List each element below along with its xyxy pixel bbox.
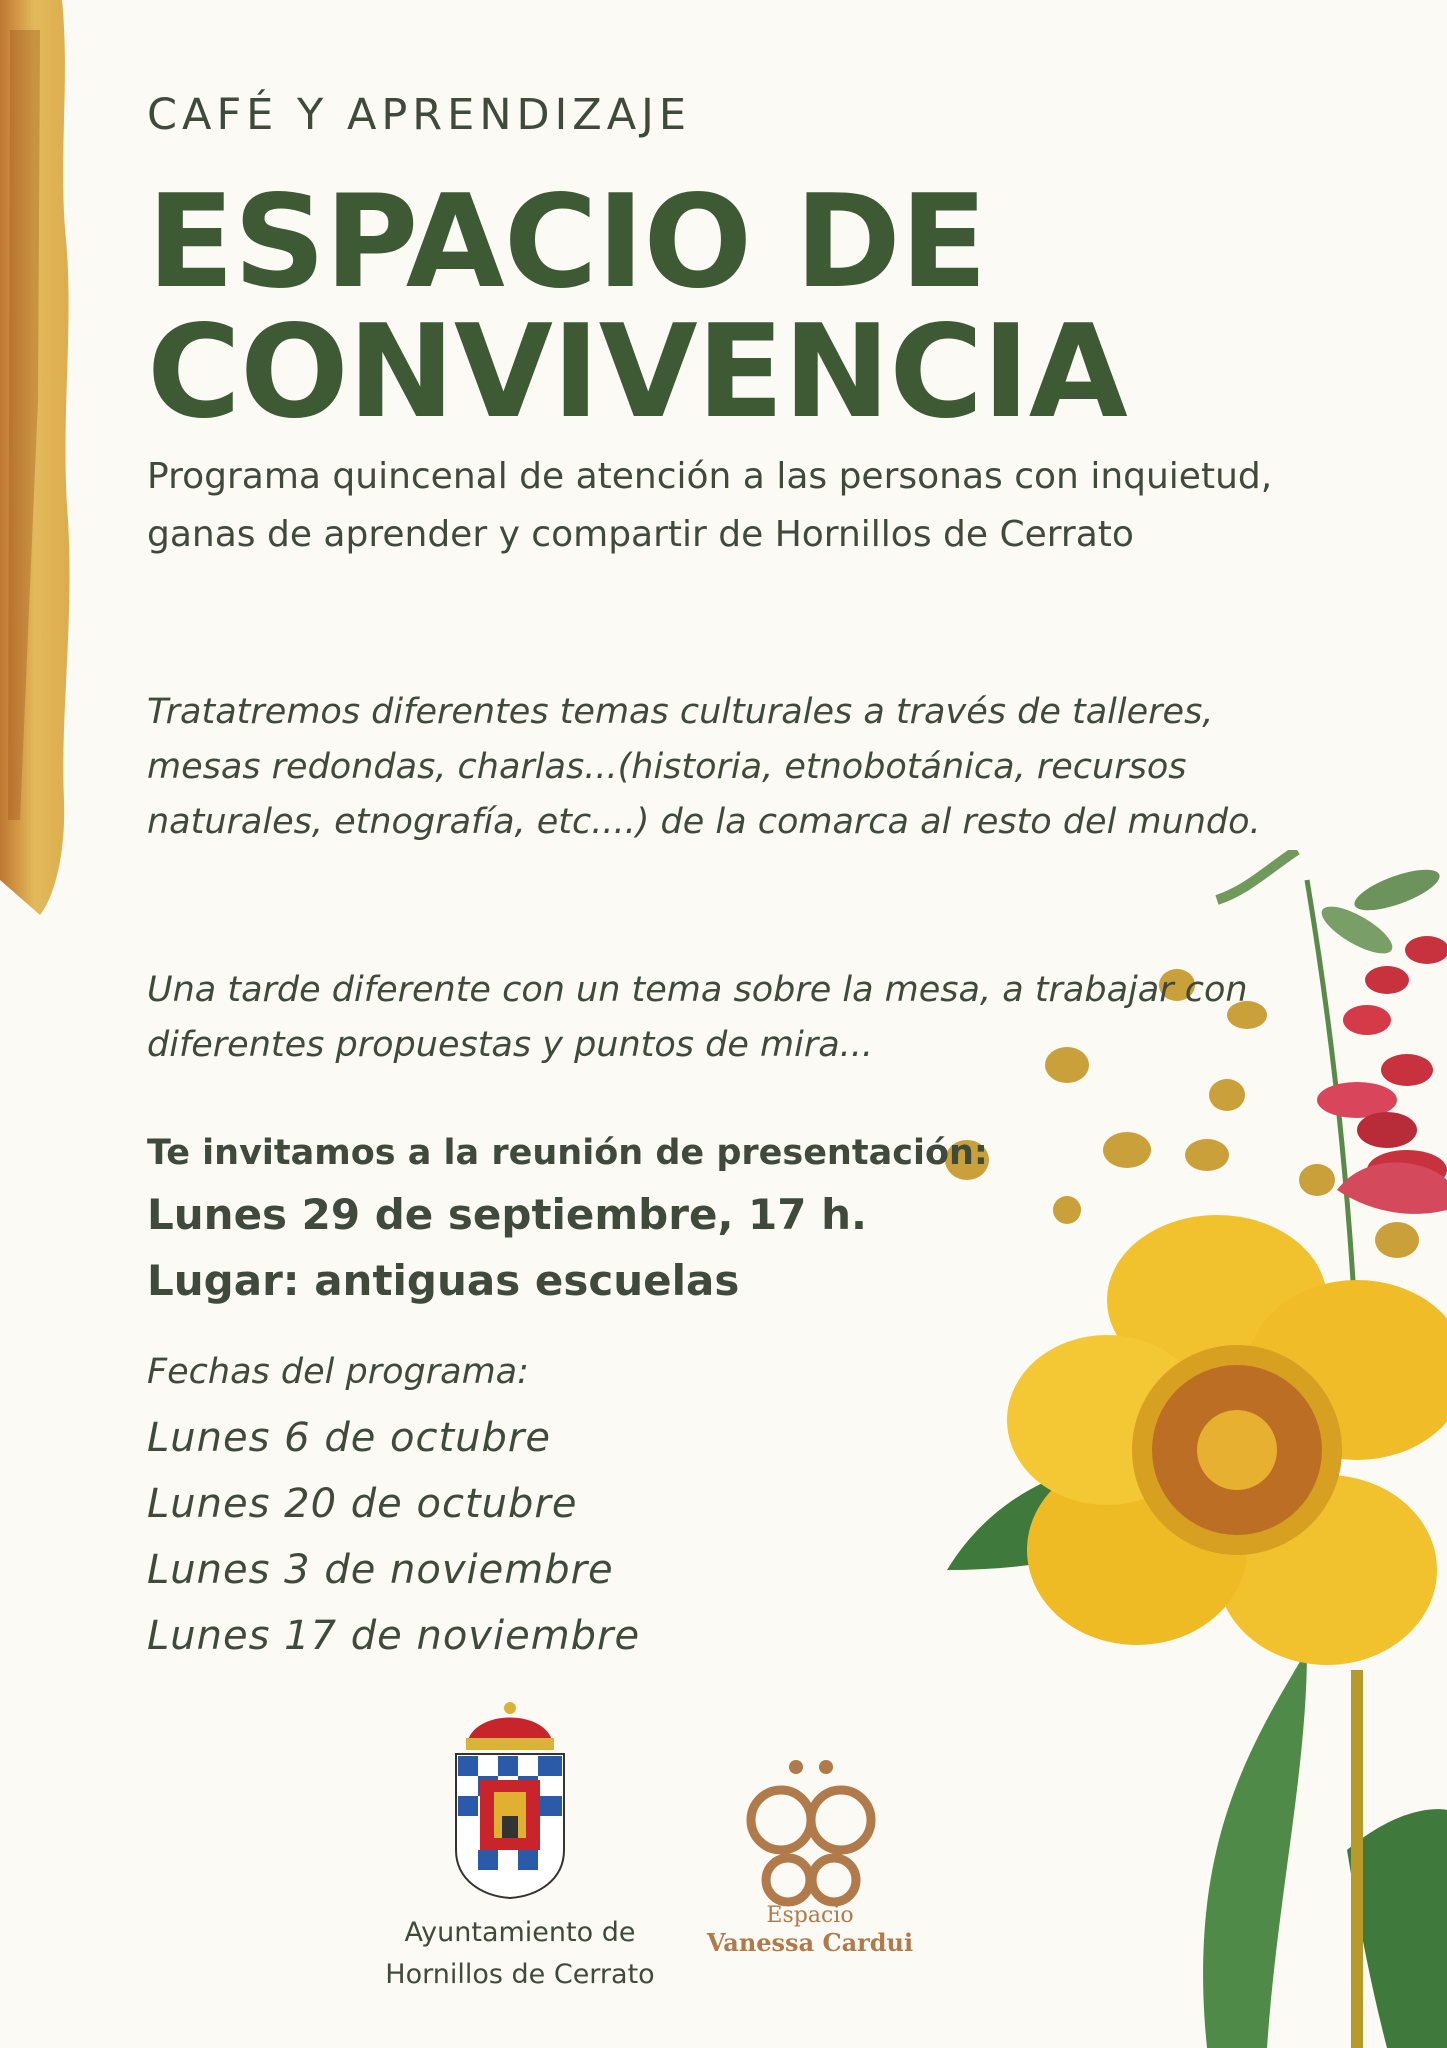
program-dates-label: Fechas del programa:	[147, 1352, 529, 1392]
program-date: Lunes 17 de noviembre	[147, 1613, 641, 1659]
title-line-2: CONVIVENCIA	[147, 298, 1127, 447]
logo-caption-line-2: Vanessa Cardui	[706, 1928, 914, 1957]
crest-caption-line-2: Hornillos de Cerrato	[385, 1959, 655, 1990]
poster-title	[147, 168, 1127, 447]
vanessa-cardui-caption	[690, 1903, 930, 1957]
town-crest-icon	[448, 1700, 572, 1900]
vanessa-cardui-logo	[736, 1755, 886, 1915]
program-dates-list	[147, 1405, 640, 1669]
program-date: Lunes 6 de octubre	[147, 1415, 551, 1461]
title-line-1: ESPACIO DE	[147, 168, 987, 317]
meeting-date: Lunes 29 de septiembre, 17 h.	[147, 1190, 867, 1239]
poster-kicker: CAFÉ Y APRENDIZAJE	[147, 90, 692, 140]
description-paragraph-1: Tratatremos diferentes temas culturales a través de talleres, mesas redondas, charlas...(historia, etnobotánica, recursos naturales, etnografía, etc....) de la comarca al resto del mundo.	[147, 692, 1261, 842]
invitation-heading: Te invitamos a la reunión de presentación:	[147, 1133, 988, 1173]
program-date: Lunes 3 de noviembre	[147, 1547, 614, 1593]
logo-caption-line-1: Espacio	[766, 1903, 854, 1928]
crest-caption	[350, 1912, 690, 1996]
crest-caption-line-1: Ayuntamiento de	[404, 1917, 636, 1948]
program-date: Lunes 20 de octubre	[147, 1481, 578, 1527]
meeting-place: Lugar: antiguas escuelas	[147, 1256, 740, 1305]
intro-text: Programa quincenal de atención a las personas con inquietud, ganas de aprender y compartir de Hornillos de Cerrato	[147, 456, 1273, 555]
description-paragraph-2: Una tarde diferente con un tema sobre la mesa, a trabajar con diferentes propuestas y puntos de mira...	[147, 970, 1248, 1065]
gold-brush-stroke	[0, 0, 80, 920]
